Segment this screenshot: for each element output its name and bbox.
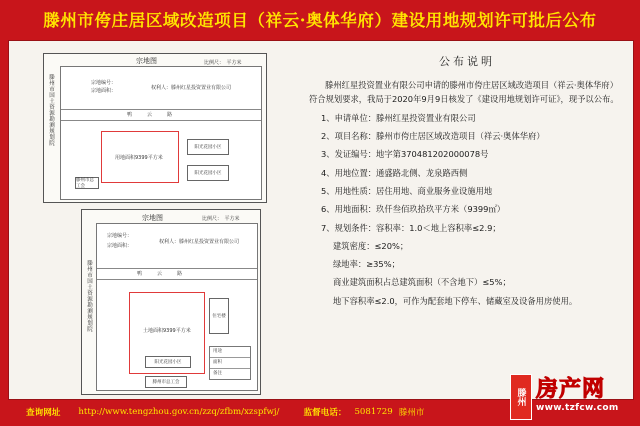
legend-row: 用途 (210, 347, 250, 358)
map-owner: 权利人：滕州红星投资置业有限公司 (159, 239, 240, 245)
map-road-label: 鸭 云 路 (137, 271, 183, 277)
map-scale: 比例尺： 平方米 (202, 216, 240, 222)
map-side-label: 滕州市国土资源勘测规划院 (48, 74, 54, 146)
map-neighbor-box: 滕州市总工会 (145, 376, 187, 388)
site-map-2 (81, 209, 261, 395)
query-label: 查询网址 (26, 408, 61, 418)
notice-item: 3、发证编号：地字第370481202000078号 (321, 149, 489, 160)
watermark-city: 滕州 (510, 374, 532, 420)
map-legend (209, 346, 251, 380)
footer-tail: 滕州市 (398, 408, 425, 418)
watermark-logo (506, 372, 638, 424)
page-title: 滕州市侉庄居区域改造项目（祥云·奥体华府）建设用地规划许可批后公布 (43, 11, 597, 30)
map-title: 宗地图 (142, 214, 163, 222)
map-scale: 比例尺： 平方米 (204, 60, 242, 66)
legend-row: 备注 (213, 371, 222, 376)
notice-board (8, 40, 634, 400)
site-map-1 (43, 53, 267, 203)
tel-number: 5081729 (354, 407, 393, 417)
map-frame (96, 223, 258, 391)
map-field-label: 宗地编号： (91, 80, 117, 86)
notice-item: 5、用地性质：居住用地、商业服务业设施用地 (321, 186, 493, 196)
map-field-label: 宗地编号： (107, 233, 133, 239)
map-field-label: 宗地面积： (91, 88, 117, 94)
map-road-label: 鸭 云 路 (127, 112, 173, 118)
map-neighbor-box: 住宅楼 (209, 298, 229, 334)
map-field-label: 宗地面积： (107, 243, 133, 249)
notice-sub-item: 绿地率：≥35%； (333, 259, 400, 270)
notice-item: 4、用地位置：通盛路北侧、龙泉路西侧 (321, 167, 468, 178)
notice-sub-item: 建筑密度：≤20%； (333, 240, 409, 251)
query-url-link[interactable]: http://www.tengzhou.gov.cn/zzq/zfbm/xzspfwj/ (78, 407, 280, 417)
legend-row: 面积 (210, 358, 250, 369)
watermark-brand: 房产网 (536, 377, 606, 402)
map-neighbor-box: 滕州市总工会 (75, 177, 99, 189)
map-owner: 权利人：滕州红星投资置业有限公司 (151, 85, 232, 91)
notice-item: 7、规划条件：容积率：1.0＜地上容积率≤2.9； (321, 222, 501, 233)
map-neighbor-box: 阳光花园小区 (187, 139, 229, 155)
map-title: 宗地图 (136, 57, 157, 65)
notice-item: 6、用地面积：玖仟叁佰玖拾玖平方米（9399㎡） (321, 204, 506, 215)
map-site-area: 土地面积9399平方米 (143, 328, 191, 334)
notice-sub-item: 商业建筑面积占总建筑面积（不含地下）≤5%； (333, 277, 511, 288)
map-site-area: 用地面积9399平方米 (115, 155, 163, 161)
notice-item: 1、申请单位：滕州红星投资置业有限公司 (321, 112, 476, 123)
tel-label: 监督电话： (303, 408, 347, 418)
notice-intro: 滕州红星投资置业有限公司申请的滕州市侉庄居区域改造项目（祥云·奥体华府）符合规划要求，我局于2020年9月9日核发了《建设用地规划许可证》，现予以公布。 (309, 80, 619, 105)
map-frame (60, 66, 262, 200)
watermark-site: www.tzfcw.com (536, 403, 619, 413)
notice-heading: 公布说明 (439, 55, 495, 68)
map-neighbor-box: 阳光花园小区 (187, 165, 229, 181)
notice-text (309, 51, 625, 391)
notice-item: 2、项目名称：滕州市侉庄居区域改造项目（祥云·奥体华府） (321, 131, 545, 142)
notice-sub-item: 地下容积率≤2.0，可作为配套地下停车、储藏室及设备用房使用。 (333, 295, 578, 306)
map-neighbor-box: 阳光花园小区 (145, 356, 191, 368)
map-side-label: 滕州市国土资源勘测规划院 (86, 260, 92, 332)
